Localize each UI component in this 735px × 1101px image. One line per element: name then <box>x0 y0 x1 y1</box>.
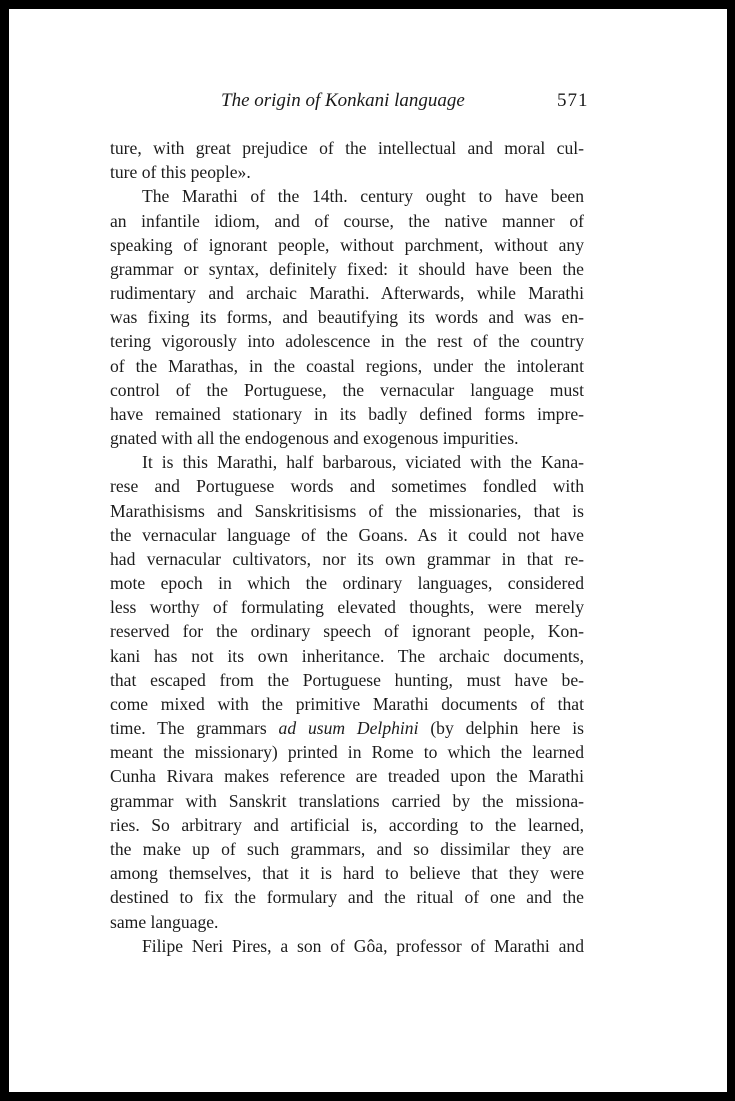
text-line: had vernacular cultivators, nor its own grammar in that re- <box>110 548 584 569</box>
text-line: come mixed with the primitive Marathi documents of that <box>110 693 584 714</box>
text-line: mote epoch in which the ordinary languages, considered <box>110 573 584 594</box>
text-run: time. The grammars <box>110 718 279 739</box>
running-header <box>9 90 727 118</box>
text-line: rudimentary and archaic Marathi. Afterwards, while Marathi <box>110 283 584 304</box>
text-line: Filipe Neri Pires, a son of Gôa, professor of Marathi and <box>142 935 584 956</box>
text-line: of the Marathas, in the coastal regions, under the intolerant <box>110 355 584 376</box>
text-line: rese and Portuguese words and sometimes fondled with <box>110 476 584 497</box>
text-line: have remained stationary in its badly defined forms impre- <box>110 403 584 424</box>
text-line: gnated with all the endogenous and exogenous impurities. <box>110 428 519 449</box>
text-line: ries. So arbitrary and artificial is, according to the learned, <box>110 814 584 835</box>
text-line: that escaped from the Portuguese hunting, must have be- <box>110 669 584 690</box>
text-line: was fixing its forms, and beautifying its words and was en- <box>110 307 584 328</box>
text-line: The Marathi of the 14th. century ought to have been <box>142 186 584 207</box>
italic-phrase: ad usum Delphini <box>278 718 419 739</box>
running-title: The origin of Konkani language <box>221 90 465 111</box>
document-page <box>9 9 727 1092</box>
text-line: speaking of ignorant people, without parchment, without any <box>110 234 584 255</box>
text-line: among themselves, that it is hard to believe that they were <box>110 863 584 884</box>
text-run: (by delphin here is <box>418 718 585 739</box>
text-line: destined to fix the formulary and the ritual of one and the <box>110 887 584 908</box>
text-line: less worthy of formulating elevated thoughts, were merely <box>110 597 584 618</box>
text-line: the make up of such grammars, and so dissimilar they are <box>110 838 584 859</box>
text-line: Cunha Rivara makes reference are treaded upon the Marathi <box>110 766 584 787</box>
text-line: the vernacular language of the Goans. As it could not have <box>110 524 584 545</box>
text-line: an infantile idiom, and of course, the native manner of <box>110 210 584 231</box>
text-line: kani has not its own inheritance. The archaic documents, <box>110 645 584 666</box>
text-line: grammar with Sanskrit translations carried by the missiona- <box>110 790 584 811</box>
text-line: meant the missionary) printed in Rome to which the learned <box>110 742 584 763</box>
text-line: same language. <box>110 911 219 932</box>
body-text <box>110 136 584 958</box>
text-line <box>110 716 584 740</box>
text-line: grammar or syntax, definitely fixed: it should have been the <box>110 258 584 279</box>
text-line: reserved for the ordinary speech of ignorant people, Kon- <box>110 621 584 642</box>
text-line: Marathisisms and Sanskritisisms of the missionaries, that is <box>110 500 584 521</box>
text-line: control of the Portuguese, the vernacular language must <box>110 379 584 400</box>
text-line: ture, with great prejudice of the intellectual and moral cul- <box>110 138 584 158</box>
text-line: tering vigorously into adolescence in the rest of the country <box>110 331 584 352</box>
page-number: 571 <box>557 90 589 111</box>
text-line: It is this Marathi, half barbarous, viciated with the Kana- <box>142 452 584 473</box>
text-line: ture of this people». <box>110 162 251 183</box>
